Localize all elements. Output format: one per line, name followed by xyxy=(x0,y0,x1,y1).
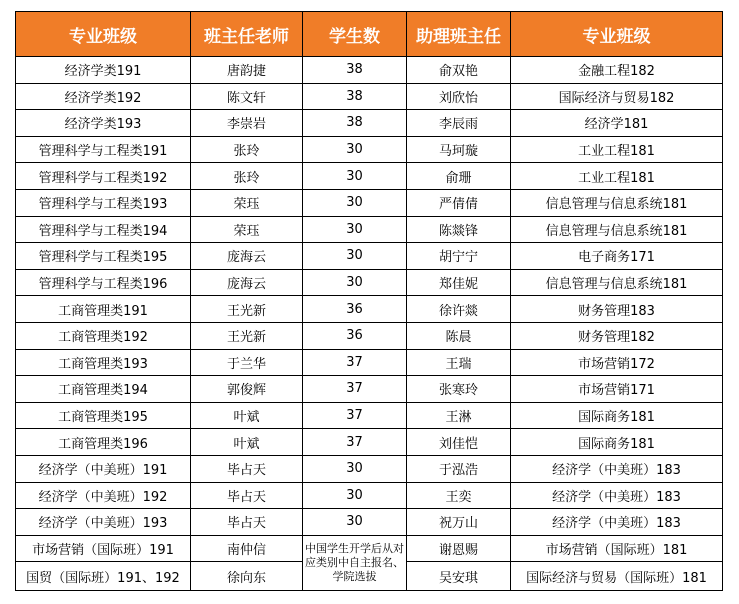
cell-head-teacher: 陈文轩 xyxy=(191,83,303,110)
cell-student-count-note: 中国学生开学后从对应类别中自主报名、学院选拔 xyxy=(303,535,407,591)
header-student-count: 学生数 xyxy=(303,12,407,57)
cell-student-count: 30 xyxy=(303,216,407,243)
table-row xyxy=(16,455,723,482)
header-row xyxy=(16,12,723,57)
cell-head-teacher: 张玲 xyxy=(191,136,303,163)
cell-head-teacher: 荣珏 xyxy=(191,216,303,243)
cell-major-class: 工商管理类193 xyxy=(16,349,191,376)
cell-major-class: 市场营销（国际班）191 xyxy=(16,535,191,562)
cell-assistant-major-class: 经济学（中美班）183 xyxy=(511,455,723,482)
cell-student-count: 30 xyxy=(303,189,407,216)
cell-student-count: 30 xyxy=(303,136,407,163)
cell-assistant-major-class: 国际商务181 xyxy=(511,429,723,456)
cell-assistant-teacher: 严倩倩 xyxy=(407,189,511,216)
cell-assistant-major-class: 经济学（中美班）183 xyxy=(511,509,723,536)
cell-head-teacher: 徐向东 xyxy=(191,562,303,591)
cell-assistant-major-class: 工业工程181 xyxy=(511,136,723,163)
table-row xyxy=(16,322,723,349)
cell-assistant-major-class: 电子商务171 xyxy=(511,243,723,270)
cell-assistant-teacher: 王瑞 xyxy=(407,349,511,376)
table-row xyxy=(16,189,723,216)
cell-assistant-teacher: 陈晨 xyxy=(407,322,511,349)
cell-student-count: 37 xyxy=(303,429,407,456)
cell-assistant-teacher: 俞珊 xyxy=(407,163,511,190)
cell-major-class: 管理科学与工程类191 xyxy=(16,136,191,163)
cell-student-count: 37 xyxy=(303,402,407,429)
cell-assistant-teacher: 俞双艳 xyxy=(407,57,511,84)
cell-assistant-major-class: 工业工程181 xyxy=(511,163,723,190)
cell-head-teacher: 唐韵捷 xyxy=(191,57,303,84)
cell-assistant-major-class: 信息管理与信息系统181 xyxy=(511,189,723,216)
cell-major-class: 工商管理类194 xyxy=(16,376,191,403)
cell-student-count: 38 xyxy=(303,83,407,110)
cell-assistant-teacher: 马珂璇 xyxy=(407,136,511,163)
table-row xyxy=(16,110,723,137)
cell-major-class: 国贸（国际班）191、192 xyxy=(16,562,191,591)
table-row xyxy=(16,269,723,296)
table-row xyxy=(16,402,723,429)
cell-assistant-major-class: 市场营销171 xyxy=(511,376,723,403)
cell-student-count: 38 xyxy=(303,57,407,84)
table-row xyxy=(16,535,723,562)
cell-student-count: 37 xyxy=(303,376,407,403)
cell-student-count: 36 xyxy=(303,296,407,323)
cell-student-count: 30 xyxy=(303,163,407,190)
cell-major-class: 工商管理类192 xyxy=(16,322,191,349)
header-assistant-major-class: 专业班级 xyxy=(511,12,723,57)
cell-assistant-teacher: 张寒玲 xyxy=(407,376,511,403)
cell-major-class: 管理科学与工程类193 xyxy=(16,189,191,216)
cell-head-teacher: 叶斌 xyxy=(191,402,303,429)
table-row xyxy=(16,216,723,243)
cell-assistant-teacher: 徐许燚 xyxy=(407,296,511,323)
cell-assistant-teacher: 王淋 xyxy=(407,402,511,429)
cell-head-teacher: 庞海云 xyxy=(191,269,303,296)
cell-head-teacher: 毕占天 xyxy=(191,509,303,536)
cell-assistant-teacher: 李辰雨 xyxy=(407,110,511,137)
cell-head-teacher: 王光新 xyxy=(191,296,303,323)
cell-assistant-teacher: 胡宁宁 xyxy=(407,243,511,270)
cell-assistant-teacher: 刘佳恺 xyxy=(407,429,511,456)
cell-assistant-teacher: 陈燚锋 xyxy=(407,216,511,243)
cell-student-count: 38 xyxy=(303,110,407,137)
cell-head-teacher: 庞海云 xyxy=(191,243,303,270)
table-row xyxy=(16,136,723,163)
cell-major-class: 经济学（中美班）193 xyxy=(16,509,191,536)
cell-student-count: 30 xyxy=(303,243,407,270)
cell-major-class: 工商管理类196 xyxy=(16,429,191,456)
cell-assistant-major-class: 市场营销172 xyxy=(511,349,723,376)
cell-assistant-major-class: 经济学181 xyxy=(511,110,723,137)
cell-head-teacher: 荣珏 xyxy=(191,189,303,216)
cell-assistant-teacher: 刘欣怡 xyxy=(407,83,511,110)
cell-major-class: 经济学类193 xyxy=(16,110,191,137)
cell-assistant-major-class: 国际经济与贸易182 xyxy=(511,83,723,110)
cell-major-class: 经济学类192 xyxy=(16,83,191,110)
cell-assistant-teacher: 谢恩赐 xyxy=(407,535,511,562)
cell-student-count: 30 xyxy=(303,509,407,536)
cell-student-count: 37 xyxy=(303,349,407,376)
cell-assistant-teacher: 祝万山 xyxy=(407,509,511,536)
cell-student-count: 36 xyxy=(303,322,407,349)
cell-major-class: 经济学（中美班）191 xyxy=(16,455,191,482)
header-assistant-teacher: 助理班主任 xyxy=(407,12,511,57)
cell-major-class: 经济学类191 xyxy=(16,57,191,84)
cell-head-teacher: 毕占天 xyxy=(191,482,303,509)
cell-assistant-major-class: 国际商务181 xyxy=(511,402,723,429)
table-row xyxy=(16,349,723,376)
class-assignment-table xyxy=(15,11,723,591)
cell-head-teacher: 叶斌 xyxy=(191,429,303,456)
cell-assistant-major-class: 经济学（中美班）183 xyxy=(511,482,723,509)
cell-assistant-teacher: 王奕 xyxy=(407,482,511,509)
cell-head-teacher: 王光新 xyxy=(191,322,303,349)
table-row xyxy=(16,243,723,270)
cell-major-class: 经济学（中美班）192 xyxy=(16,482,191,509)
cell-head-teacher: 郭俊辉 xyxy=(191,376,303,403)
cell-student-count: 30 xyxy=(303,482,407,509)
cell-student-count: 30 xyxy=(303,269,407,296)
cell-head-teacher: 毕占天 xyxy=(191,455,303,482)
cell-assistant-teacher: 于泓浩 xyxy=(407,455,511,482)
table-row xyxy=(16,83,723,110)
cell-assistant-major-class: 市场营销（国际班）181 xyxy=(511,535,723,562)
table-row xyxy=(16,482,723,509)
table-row xyxy=(16,57,723,84)
table-row xyxy=(16,296,723,323)
cell-head-teacher: 李崇岩 xyxy=(191,110,303,137)
cell-assistant-major-class: 信息管理与信息系统181 xyxy=(511,216,723,243)
cell-head-teacher: 于兰华 xyxy=(191,349,303,376)
cell-major-class: 工商管理类191 xyxy=(16,296,191,323)
cell-assistant-teacher: 郑佳妮 xyxy=(407,269,511,296)
header-head-teacher: 班主任老师 xyxy=(191,12,303,57)
cell-assistant-major-class: 信息管理与信息系统181 xyxy=(511,269,723,296)
cell-assistant-major-class: 金融工程182 xyxy=(511,57,723,84)
cell-major-class: 管理科学与工程类192 xyxy=(16,163,191,190)
cell-major-class: 管理科学与工程类194 xyxy=(16,216,191,243)
cell-major-class: 管理科学与工程类196 xyxy=(16,269,191,296)
cell-major-class: 工商管理类195 xyxy=(16,402,191,429)
header-major-class: 专业班级 xyxy=(16,12,191,57)
table-row xyxy=(16,429,723,456)
table-row xyxy=(16,376,723,403)
cell-assistant-teacher: 吴安琪 xyxy=(407,562,511,591)
cell-head-teacher: 南仲信 xyxy=(191,535,303,562)
cell-major-class: 管理科学与工程类195 xyxy=(16,243,191,270)
table-row xyxy=(16,163,723,190)
cell-assistant-major-class: 财务管理182 xyxy=(511,322,723,349)
cell-head-teacher: 张玲 xyxy=(191,163,303,190)
table-row xyxy=(16,509,723,536)
cell-assistant-major-class: 国际经济与贸易（国际班）181 xyxy=(511,562,723,591)
cell-student-count: 30 xyxy=(303,455,407,482)
cell-assistant-major-class: 财务管理183 xyxy=(511,296,723,323)
